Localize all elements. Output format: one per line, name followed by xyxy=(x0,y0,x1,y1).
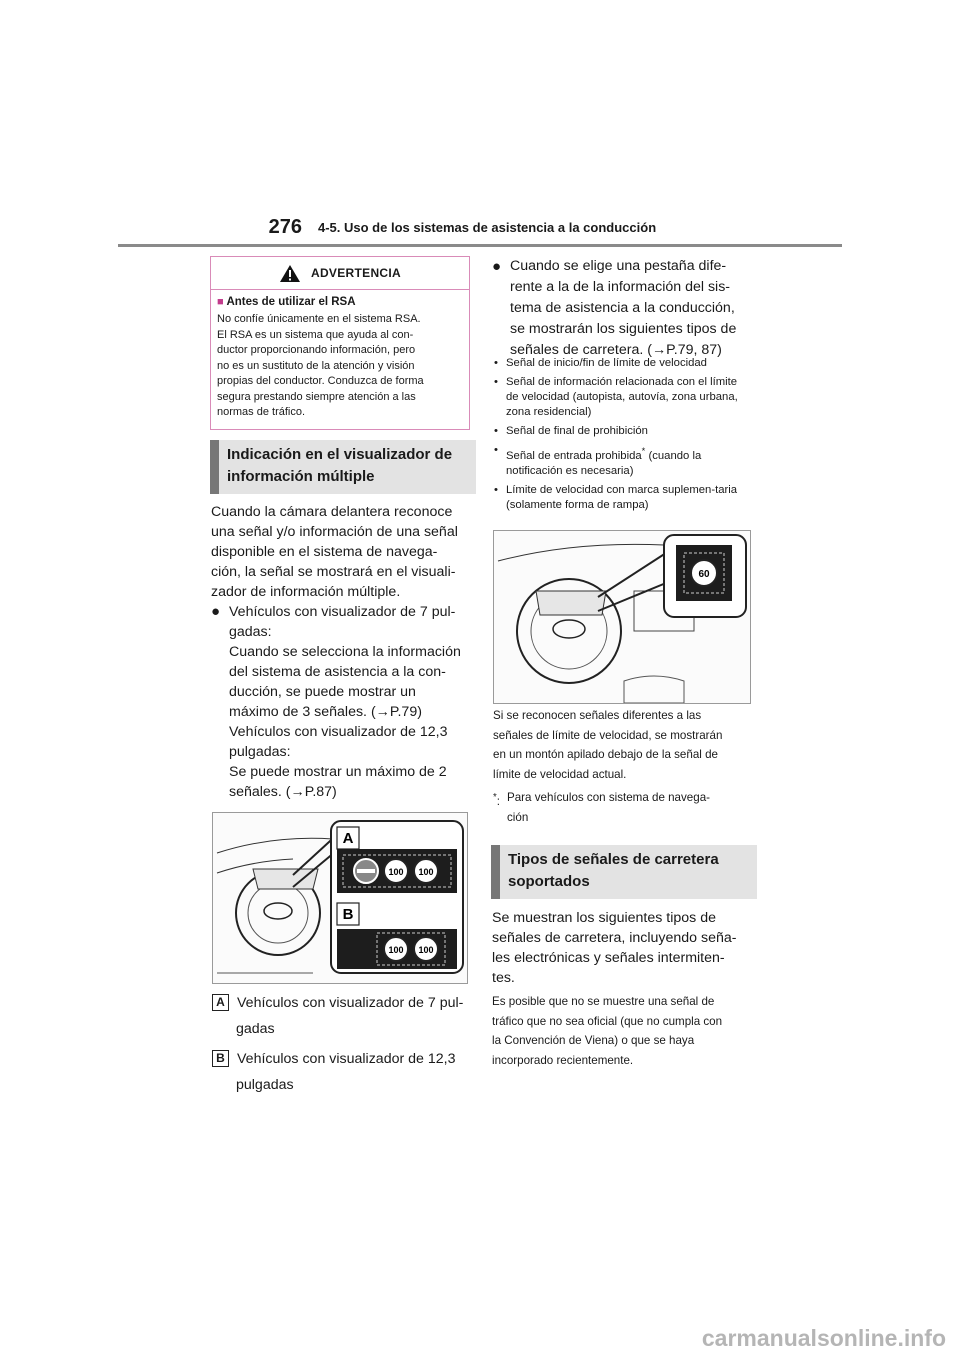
bullet-display-sizes xyxy=(211,602,473,802)
bullet-line: señales de carretera. (→P.79, 87) xyxy=(510,342,722,358)
bullet-dot-icon: ● xyxy=(492,258,502,275)
bullet-dot-icon: ● xyxy=(211,603,221,620)
section-heading-indicacion xyxy=(210,440,476,494)
warning-subtitle xyxy=(217,296,463,308)
legend-text: gadas xyxy=(236,1021,275,1037)
intro-line: disponible en el sistema de navega- xyxy=(211,544,438,560)
bullet-line: tema de asistencia a la conducción, xyxy=(510,300,735,316)
bullet-line: se mostrarán los siguientes tipos de xyxy=(510,321,737,337)
intro-line: Cuando la cámara delantera reconoce xyxy=(211,504,453,520)
legend-key: A xyxy=(212,994,229,1011)
running-head: 4-5. Uso de los sistemas de asistencia a la conducción xyxy=(318,220,657,235)
legend-item-a xyxy=(212,990,474,1042)
warning-line: normas de tráfico. xyxy=(217,406,306,418)
list-item: • Señal de inicio/fin de límite de velocidad xyxy=(494,357,707,369)
note-line: tráfico que no sea oficial (que no cumpla con xyxy=(492,1014,723,1028)
warning-subtitle-text: Antes de utilizar el RSA xyxy=(226,296,356,308)
bullet-line: gadas: xyxy=(229,624,272,640)
list-item-text: Señal de final de prohibición xyxy=(506,425,648,437)
section-heading-tipos xyxy=(491,845,757,899)
figure-caption xyxy=(493,706,755,784)
page-number: 276 xyxy=(268,216,302,238)
bullet-line: Se puede mostrar un máximo de 2 xyxy=(229,764,447,780)
bullet-line: máximo de 3 señales. (→P.79) xyxy=(229,704,422,720)
speed-sign-value: 100 xyxy=(418,867,434,877)
intro-line: una señal y/o información de una señal xyxy=(211,524,458,540)
warning-text xyxy=(217,312,463,421)
caption-line: señales de límite de velocidad, se mostrarán xyxy=(493,728,723,742)
dashboard-60-illustration xyxy=(494,531,750,703)
warning-line: No confíe únicamente en el sistema RSA. xyxy=(217,313,421,325)
bullet-line: pulgadas: xyxy=(229,744,291,760)
speed-sign-value: 100 xyxy=(418,945,434,955)
sign-type-list xyxy=(494,356,750,517)
list-item: • Límite de velocidad con marca suplemen-taria (solamente forma de rampa) xyxy=(494,483,750,513)
header-rule xyxy=(118,244,842,247)
watermark: carmanualsonline.info xyxy=(701,1325,946,1351)
list-item: • Señal de entrada prohibida* (cuando la notificación es necesaria) xyxy=(494,444,702,477)
section2-note xyxy=(492,992,754,1070)
warning-triangle-icon xyxy=(279,264,301,283)
figure-display-illustration xyxy=(212,812,468,984)
figure-60-illustration xyxy=(493,530,751,704)
legend-text: Vehículos con visualizador de 7 pul- xyxy=(237,995,464,1011)
warning-line: segura prestando siempre atención a las xyxy=(217,390,416,403)
bullet-line: Cuando se elige una pestaña dife- xyxy=(510,258,727,274)
list-item-text: (cuando la notificación es necesaria) xyxy=(506,449,702,477)
body-line: Se muestran los siguientes tipos de xyxy=(492,910,716,926)
section2-paragraph xyxy=(492,908,754,988)
warning-header xyxy=(211,257,469,290)
footnote-line: Para vehículos con sistema de navega- xyxy=(507,791,711,804)
footnote: *: Para vehículos con sistema de navega- ción xyxy=(493,788,755,827)
speed-sign-60: 60 xyxy=(698,569,710,580)
warning-title: ADVERTENCIA xyxy=(311,266,401,280)
legend-item-b xyxy=(212,1046,474,1098)
legend-text: pulgadas xyxy=(236,1077,294,1093)
heading-line: Tipos de señales de carretera xyxy=(508,851,719,868)
bullet-line: Cuando se selecciona la información xyxy=(229,644,461,660)
warning-line: no es un sustituto de la atención y visión xyxy=(217,359,415,372)
intro-paragraph xyxy=(211,502,473,602)
note-line: incorporado recientemente. xyxy=(492,1053,634,1067)
list-item-text: Límite de velocidad con marca suplemen-taria (solamente forma de rampa) xyxy=(506,483,738,511)
intro-line: zador de información múltiple. xyxy=(211,584,401,600)
figure-label-a: A xyxy=(342,830,354,847)
heading-line: Indicación en el visualizador de xyxy=(227,446,453,463)
bullet-line: rente a la de la información del sis- xyxy=(510,279,731,295)
list-item-text: Señal de entrada prohibida xyxy=(506,449,642,462)
figure-label-b: B xyxy=(342,906,354,923)
body-line: señales de carretera, incluyendo seña- xyxy=(492,930,737,946)
bullet-other-tab xyxy=(492,256,754,361)
list-item: • Señal de información relacionada con el límite de velocidad (autopista, autovía, zona urbana, zona residencial) xyxy=(494,375,750,420)
bullet-line: Vehículos con visualizador de 7 pul- xyxy=(229,604,456,620)
bullet-line: del sistema de asistencia a la con- xyxy=(229,664,446,680)
intro-line: ción, la señal se mostrará en el visuali- xyxy=(211,564,456,580)
figure-legend xyxy=(212,990,474,1098)
warning-box xyxy=(210,256,470,430)
caption-line: en un montón apilado debajo de la señal de xyxy=(493,748,718,761)
caption-line: Si se reconocen señales diferentes a las xyxy=(493,709,702,722)
footnote-mark: * xyxy=(641,445,646,456)
warning-line: propias del conductor. Conduzca de forma xyxy=(217,375,424,387)
list-item-text: Señal de información relacionada con el límite de velocidad (autopista, autovía, zona urbana, zona residencial) xyxy=(506,376,738,418)
bullet-line: señales. (→P.87) xyxy=(229,784,337,800)
speed-sign-value: 100 xyxy=(388,945,404,955)
warning-line: ductor proporcionando información, pero xyxy=(217,344,416,356)
body-line: les electrónicas y señales intermiten- xyxy=(492,950,725,966)
square-bullet-icon: ■ xyxy=(217,296,224,308)
list-item-text: Señal de inicio/fin de límite de velocidad xyxy=(506,357,707,369)
legend-key: B xyxy=(212,1050,229,1067)
note-line: la Convención de Viena) o que se haya xyxy=(492,1034,695,1047)
heading-line: soportados xyxy=(508,873,590,890)
footnote-mark: * xyxy=(493,792,497,803)
caption-line: límite de velocidad actual. xyxy=(493,767,627,781)
body-line: tes. xyxy=(492,970,515,986)
note-line: Es posible que no se muestre una señal de xyxy=(492,995,715,1008)
warning-line: El RSA es un sistema que ayuda al con- xyxy=(217,328,414,341)
speed-sign-value: 100 xyxy=(388,867,404,877)
list-item: • Señal de final de prohibición xyxy=(494,425,648,437)
legend-text: Vehículos con visualizador de 12,3 xyxy=(237,1051,456,1067)
bullet-line: ducción, se puede mostrar un xyxy=(229,684,416,700)
heading-line: información múltiple xyxy=(227,468,375,485)
dashboard-illustration xyxy=(213,813,467,983)
bullet-line: Vehículos con visualizador de 12,3 xyxy=(229,724,448,740)
footnote-line: ción xyxy=(507,810,529,824)
